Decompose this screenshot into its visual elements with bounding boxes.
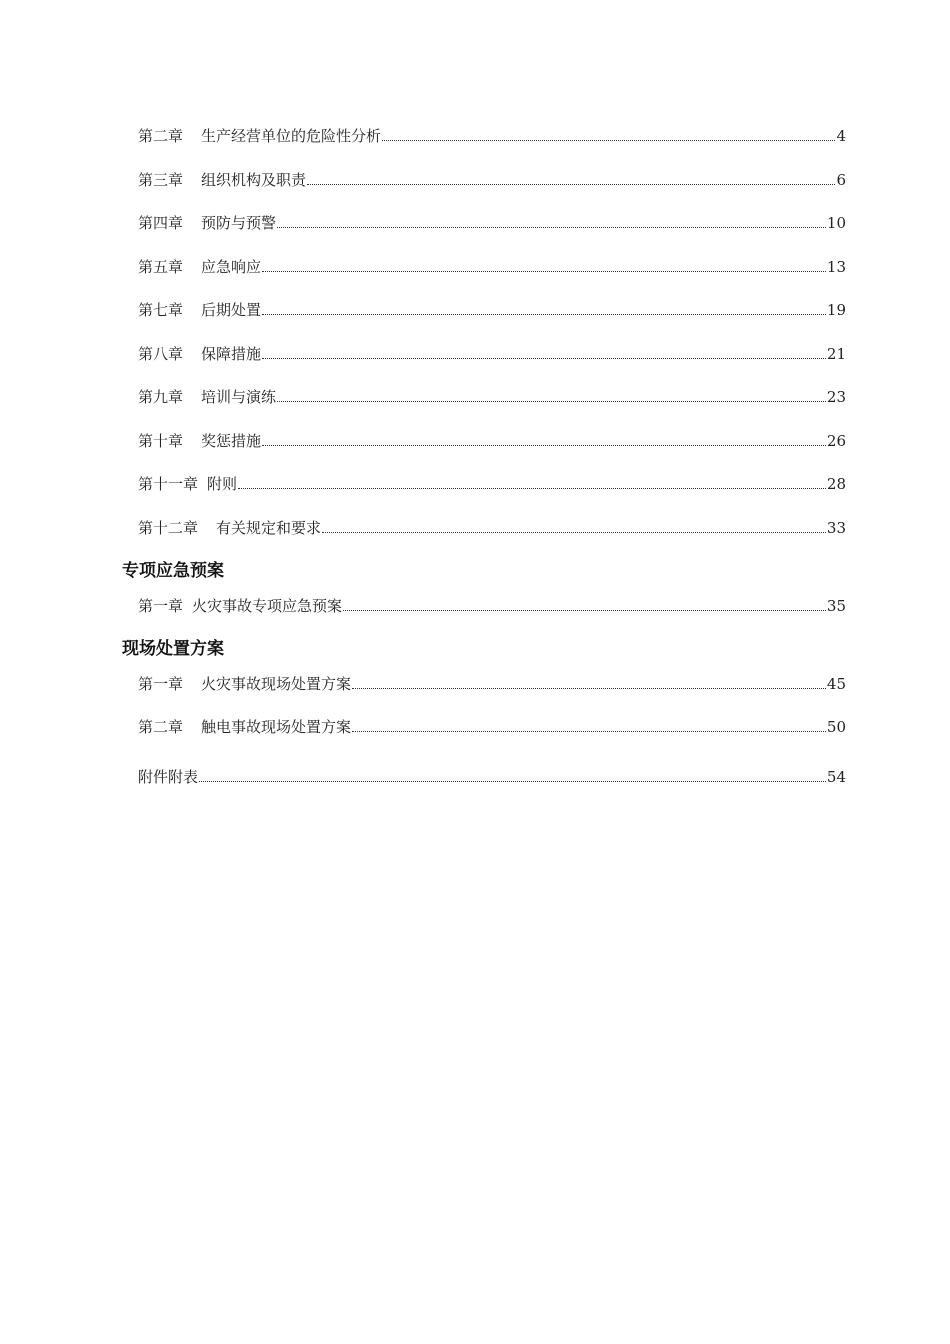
dot-leader — [238, 487, 826, 489]
chapter-title: 组织机构及职责 — [201, 171, 307, 189]
page-number: 26 — [826, 432, 846, 450]
chapter-number: 第八章 — [138, 345, 184, 363]
toc-entry-appendix[interactable] — [138, 766, 846, 788]
page-number: 35 — [826, 597, 846, 615]
dot-leader — [262, 444, 826, 446]
dot-leader — [352, 687, 826, 689]
toc-entry-chapter-2[interactable] — [138, 125, 846, 147]
dot-leader — [262, 357, 826, 359]
chapter-title: 附则 — [207, 475, 238, 493]
chapter-title: 保障措施 — [201, 345, 262, 363]
page-number: 28 — [826, 475, 846, 493]
appendix-title: 附件附表 — [138, 768, 199, 786]
toc-entry-onsite-chapter-1[interactable] — [138, 673, 846, 695]
toc-entry-chapter-4[interactable] — [138, 212, 846, 234]
toc-entry-chapter-5[interactable] — [138, 256, 846, 278]
chapter-title: 预防与预警 — [201, 214, 277, 232]
toc-entry-chapter-12[interactable] — [138, 517, 846, 539]
page-number: 23 — [826, 388, 846, 406]
chapter-number: 第二章 — [138, 127, 184, 145]
toc-entry-chapter-10[interactable] — [138, 430, 846, 452]
chapter-number: 第二章 — [138, 718, 184, 736]
chapter-title: 触电事故现场处置方案 — [201, 718, 352, 736]
toc-entry-chapter-7[interactable] — [138, 299, 846, 321]
dot-leader — [277, 226, 826, 228]
chapter-title: 生产经营单位的危险性分析 — [201, 127, 382, 145]
chapter-number: 第五章 — [138, 258, 184, 276]
page-number: 6 — [836, 171, 846, 189]
section-heading-special-plan: 专项应急预案 — [122, 561, 224, 581]
chapter-number: 第十二章 — [138, 519, 199, 537]
page-number: 19 — [826, 301, 846, 319]
toc-entry-onsite-chapter-2[interactable] — [138, 716, 846, 738]
chapter-title: 应急响应 — [201, 258, 262, 276]
toc-entry-chapter-11[interactable] — [138, 473, 846, 495]
section-heading-onsite-plan: 现场处置方案 — [122, 639, 224, 659]
dot-leader — [277, 400, 826, 402]
dot-leader — [199, 780, 826, 782]
chapter-number: 第三章 — [138, 171, 184, 189]
dot-leader — [322, 531, 826, 533]
page-number: 10 — [826, 214, 846, 232]
chapter-number: 第一章 — [138, 675, 184, 693]
chapter-title: 培训与演练 — [201, 388, 277, 406]
chapter-number: 第十一章 — [138, 475, 199, 493]
dot-leader — [382, 139, 835, 141]
page-number: 4 — [836, 127, 846, 145]
page-number: 33 — [826, 519, 846, 537]
dot-leader — [343, 609, 826, 611]
toc-entry-chapter-3[interactable] — [138, 169, 846, 191]
chapter-title: 有关规定和要求 — [216, 519, 322, 537]
chapter-number: 第九章 — [138, 388, 184, 406]
chapter-number: 第七章 — [138, 301, 184, 319]
dot-leader — [262, 270, 826, 272]
dot-leader — [352, 730, 826, 732]
toc-entry-special-chapter-1[interactable] — [138, 595, 846, 617]
dot-leader — [307, 183, 835, 185]
page-number: 13 — [826, 258, 846, 276]
toc-entry-chapter-8[interactable] — [138, 343, 846, 365]
chapter-number: 第一章 — [138, 597, 184, 615]
chapter-title: 奖惩措施 — [201, 432, 262, 450]
page-number: 50 — [826, 718, 846, 736]
toc-entry-chapter-9[interactable] — [138, 386, 846, 408]
page-number: 54 — [826, 768, 846, 786]
chapter-number: 第四章 — [138, 214, 184, 232]
dot-leader — [262, 313, 826, 315]
chapter-number: 第十章 — [138, 432, 184, 450]
chapter-title: 火灾事故现场处置方案 — [201, 675, 352, 693]
page-number: 21 — [826, 345, 846, 363]
chapter-title: 后期处置 — [201, 301, 262, 319]
page-number: 45 — [826, 675, 846, 693]
chapter-title: 火灾事故专项应急预案 — [192, 597, 343, 615]
